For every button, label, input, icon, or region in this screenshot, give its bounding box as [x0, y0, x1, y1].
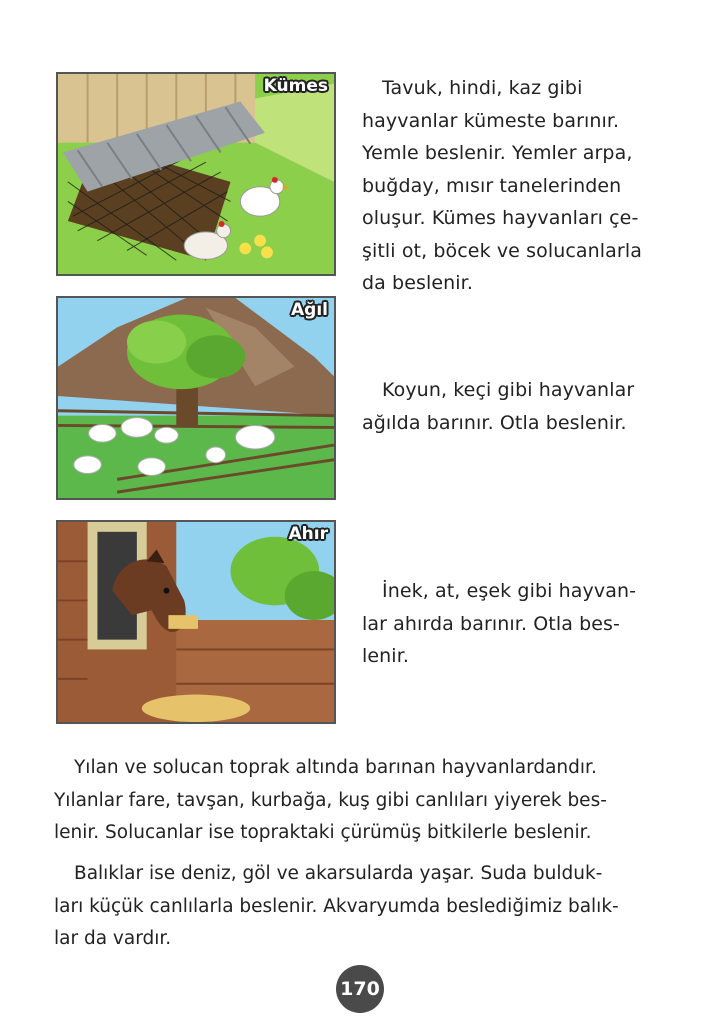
sheepfold-description	[362, 374, 672, 439]
text-line: ağılda barınır. Otla beslenir.	[362, 411, 627, 434]
coop-description	[362, 72, 672, 300]
text-line: İnek, at, eşek gibi hayvan-	[382, 580, 637, 602]
text-line: ları küçük canlılarla beslenir. Akvaryumda beslediğimiz balık-	[54, 895, 619, 917]
text-line: Tavuk, hindi, kaz gibi	[382, 77, 583, 99]
text-line: Yılanlar fare, tavşan, kurbağa, kuş gibi canlıları yiyerek bes-	[54, 789, 607, 811]
paragraph-fish	[54, 858, 674, 956]
text-line: Balıklar ise deniz, göl ve akarsularda yaşar. Suda bulduk-	[74, 863, 603, 884]
coop-image	[56, 72, 336, 276]
coop-label: Kümes	[263, 76, 328, 96]
text-line: lar ahırda barınır. Otla bes-	[362, 612, 620, 635]
text-line: lenir.	[362, 645, 409, 667]
sheepfold-image	[56, 296, 336, 500]
text-line: lenir. Solucanlar ise topraktaki çürümüş bitkilerle beslenir.	[54, 822, 592, 843]
text-line: lar da vardır.	[54, 928, 172, 949]
text-line: buğday, mısır tanelerinden	[362, 174, 622, 197]
stable-label: Ahır	[288, 524, 328, 544]
text-line: Yılan ve solucan toprak altında barınan hayvanlardandır.	[74, 757, 597, 778]
text-line: Koyun, keçi gibi hayvanlar	[382, 379, 635, 401]
coop-chickens-illustration	[58, 74, 334, 274]
paragraph-snakes-worms	[54, 752, 674, 850]
stable-image	[56, 520, 336, 724]
text-line: oluşur. Kümes hayvanları çe-	[362, 207, 639, 229]
text-line: Yemle beslenir. Yemler arpa,	[362, 142, 633, 164]
stable-description	[362, 575, 672, 673]
page-number: 170	[336, 965, 384, 1013]
text-line: hayvanlar kümeste barınır.	[362, 109, 620, 132]
stable-horse-illustration	[58, 522, 334, 722]
sheepfold-illustration	[58, 298, 334, 498]
text-line: da beslenir.	[362, 272, 473, 294]
sheepfold-label: Ağıl	[291, 300, 328, 320]
text-line: şitli ot, böcek ve solucanlarla	[362, 239, 642, 262]
